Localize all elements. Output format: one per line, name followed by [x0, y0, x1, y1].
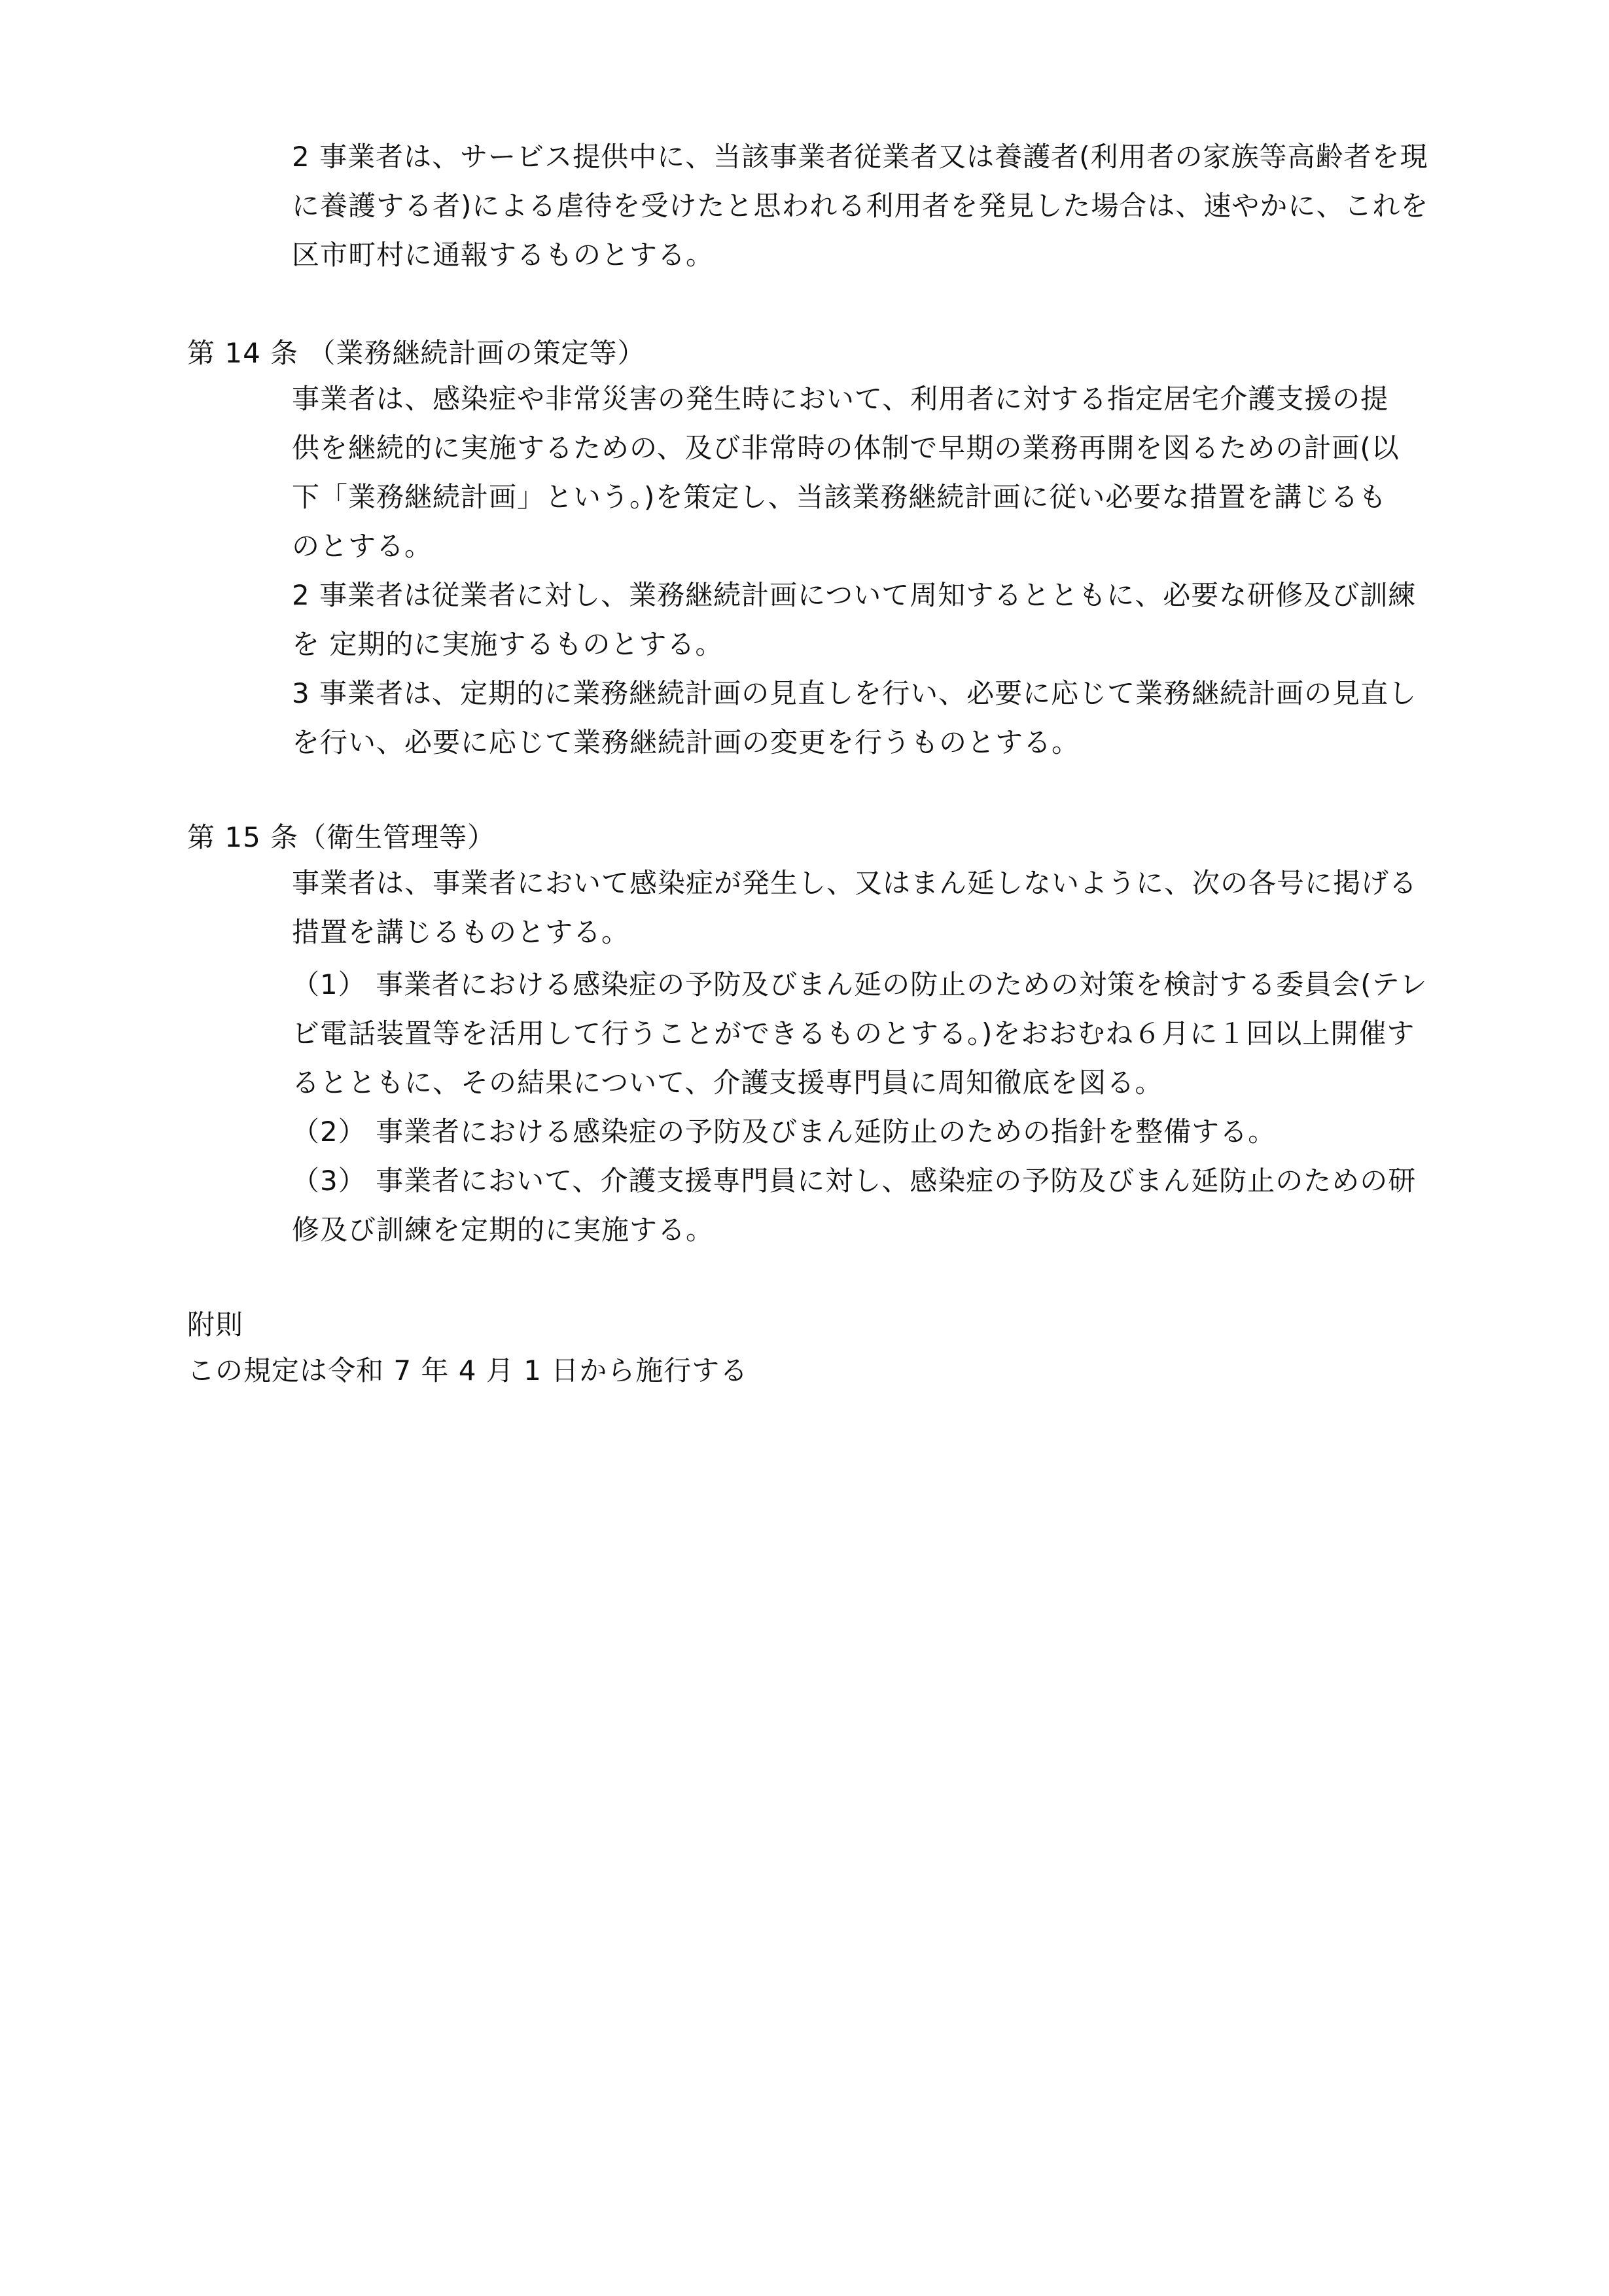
article15-intro-line2: 措置を講じるものとする。 — [292, 916, 630, 948]
article14-para1-line3: 下「業務継続計画」という。)を策定し、当該業務継続計画に従い必要な措置を講じるも — [292, 481, 1387, 513]
article14-para3-line2: を行い、必要に応じて業務継続計画の変更を行うものとする。 — [292, 726, 1080, 758]
supplementary-text: この規定は令和 7 年 4 月 1 日から施行する — [187, 1354, 749, 1386]
article15-item1-line2: ビ電話装置等を活用して行うことができるものとする。)をおおむね６月に１回以上開催す — [292, 1017, 1415, 1050]
article14-para2-line2: を 定期的に実施するものとする。 — [292, 628, 724, 660]
article15-item1-line1: （1） 事業者における感染症の予防及びまん延の防止のための対策を検討する委員会(テレ — [292, 968, 1428, 1000]
article15-item2-line1: （2） 事業者における感染症の予防及びまん延防止のための指針を整備する。 — [292, 1116, 1277, 1148]
article14-para1-line4: のとする。 — [292, 530, 433, 562]
article14-para1-line1: 事業者は、感染症や非常災害の発生時において、利用者に対する指定居宅介護支援の提 — [292, 383, 1389, 415]
article15-heading: 第 15 条（衛生管理等） — [187, 821, 496, 853]
article14-para3-line1: 3 事業者は、定期的に業務継続計画の見直しを行い、必要に応じて業務継続計画の見直し — [292, 677, 1417, 709]
article14-para1-line2: 供を継続的に実施するための、及び非常時の体制で早期の業務再開を図るための計画(以 — [292, 432, 1400, 464]
supplementary-heading: 附則 — [187, 1309, 244, 1341]
article13-item2-line3: 区市町村に通報するものとする。 — [292, 239, 715, 271]
article15-intro-line1: 事業者は、事業者において感染症が発生し、又はまん延しないように、次の各号に掲げる — [292, 867, 1418, 899]
article15-item3-line1: （3） 事業者において、介護支援専門員に対し、感染症の予防及びまん延防止のための研 — [292, 1165, 1417, 1197]
article15-item1-line3: るとともに、その結果について、介護支援専門員に周知徹底を図る。 — [292, 1067, 1163, 1099]
article14-para2-line1: 2 事業者は従業者に対し、業務継続計画について周知するとともに、必要な研修及び訓練 — [292, 579, 1417, 611]
article14-heading: 第 14 条 （業務継続計画の策定等） — [187, 337, 646, 369]
article15-item3-line2: 修及び訓練を定期的に実施する。 — [292, 1214, 715, 1246]
article13-item2-line1: 2 事業者は、サービス提供中に、当該事業者従業者又は養護者(利用者の家族等高齢者を現 — [292, 141, 1428, 173]
article13-item2-line2: に養護する者)による虐待を受けたと思われる利用者を発見した場合は、速やかに、これを — [292, 190, 1429, 222]
